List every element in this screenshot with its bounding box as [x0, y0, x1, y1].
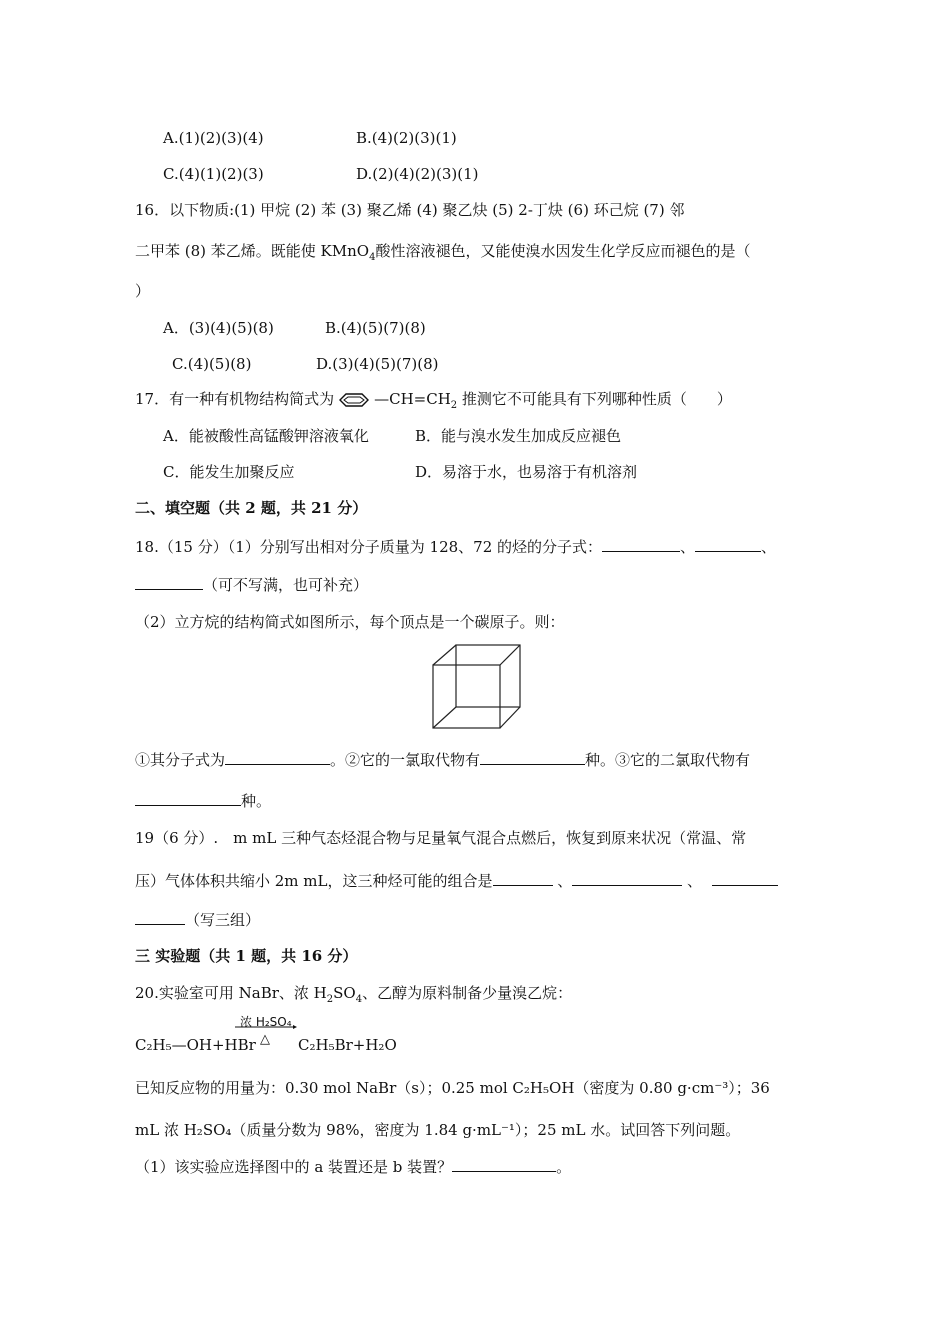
answer-blank[interactable]	[602, 537, 680, 552]
reaction-right-side: C₂H₅Br+H₂O	[298, 1036, 397, 1054]
q15-option-b: B.(4)(2)(3)(1)	[356, 129, 457, 147]
q20-part1: （1）该实验应选择图中的 a 装置还是 b 装置？ 。	[135, 1158, 572, 1176]
q19-line2: 压）气体体积共缩小 2m mL，这三种烃可能的组合是 、 、	[135, 871, 778, 891]
answer-blank[interactable]	[493, 871, 553, 886]
q15-option-a: A.(1)(2)(3)(4)	[163, 129, 264, 147]
q17-option-a: A．能被酸性高锰酸钾溶液氧化	[163, 427, 369, 445]
q17-option-d: D．易溶于水，也易溶于有机溶剂	[415, 463, 638, 481]
answer-blank[interactable]	[712, 871, 778, 886]
q18-part2: （2）立方烷的结构简式如图所示，每个顶点是一个碳原子。则：	[135, 613, 565, 631]
answer-blank[interactable]	[225, 750, 330, 765]
q20-line1: 20.实验室可用 NaBr、浓 $H_2SO_4$、乙醇为原料制备少量溴乙烷：	[135, 984, 573, 1005]
section-2-heading: 二、填空题（共 2 题，共 21 分）	[135, 499, 368, 517]
answer-blank[interactable]	[135, 575, 203, 590]
q16-line2: 二甲苯 (8) 苯乙烯。既能使 KMnO$_4$酸性溶液褪色，又能使溴水因发生化学反应而褪色的是（	[135, 242, 751, 263]
q16-option-a: A．(3)(4)(5)(8)	[163, 319, 274, 337]
answer-blank[interactable]	[480, 750, 585, 765]
q17-option-b: B．能与溴水发生加成反应褪色	[415, 427, 622, 445]
reaction-left-side: C₂H₅—OH+HBr	[135, 1036, 256, 1054]
answer-blank[interactable]	[452, 1157, 556, 1172]
q16-line1: 16．以下物质:(1) 甲烷 (2) 苯 (3) 聚乙烯 (4) 聚乙炔 (5) 2-丁炔 (6) 环己烷 (7) 邻	[135, 201, 685, 219]
q17-stem: 17．有一种有机物结构简式为 $—CH=CH_2$ 推测它不可能具有下列哪种性质（ ）	[135, 390, 732, 411]
reaction-arrow-icon	[233, 1016, 297, 1030]
q17-option-c: C．能发生加聚反应	[163, 463, 295, 481]
heat-symbol: △	[260, 1032, 270, 1047]
q18-subquestions-cont: 种。	[135, 791, 271, 811]
q20-known-line2: mL 浓 H₂SO₄（质量分数为 98%，密度为 1.84 g·mL⁻¹）；25 mL 水。试回答下列问题。	[135, 1121, 741, 1139]
q19-line3: （写三组）	[135, 910, 260, 930]
answer-blank[interactable]	[695, 537, 761, 552]
q16-line3: ）	[135, 282, 151, 300]
q16-option-b: B.(4)(5)(7)(8)	[325, 319, 426, 337]
section-3-heading: 三 实验题（共 1 题，共 16 分）	[135, 947, 358, 965]
q18-subquestions: ①其分子式为 。②它的一氯取代物有 种。③它的二氯取代物有	[135, 751, 751, 769]
q15-option-c: C.(4)(1)(2)(3)	[163, 165, 264, 183]
answer-blank[interactable]	[135, 791, 241, 806]
q16-option-c: C.(4)(5)(8)	[172, 355, 252, 373]
cubane-cube-diagram	[425, 640, 525, 732]
q15-option-d: D.(2)(4)(2)(3)(1)	[356, 165, 479, 183]
reaction-condition: 浓 H₂SO₄	[240, 1015, 292, 1029]
q16-option-d: D.(3)(4)(5)(7)(8)	[316, 355, 439, 373]
q18-line2: （可不写满，也可补充）	[135, 575, 368, 595]
answer-blank[interactable]	[572, 871, 682, 886]
q18-line1: 18.（15 分）（1）分别写出相对分子质量为 128、72 的烃的分子式： 、 、	[135, 538, 777, 556]
benzene-ring-icon	[334, 392, 374, 408]
q19-line1: 19（6 分）. m mL 三种气态烃混合物与足量氧气混合点燃后，恢复到原来状况（常温、常	[135, 829, 747, 847]
q20-known-line1: 已知反应物的用量为：0.30 mol NaBr（s）；0.25 mol C₂H₅OH（密度为 0.80 g·cm⁻³）；36	[135, 1079, 770, 1097]
answer-blank[interactable]	[135, 910, 185, 925]
